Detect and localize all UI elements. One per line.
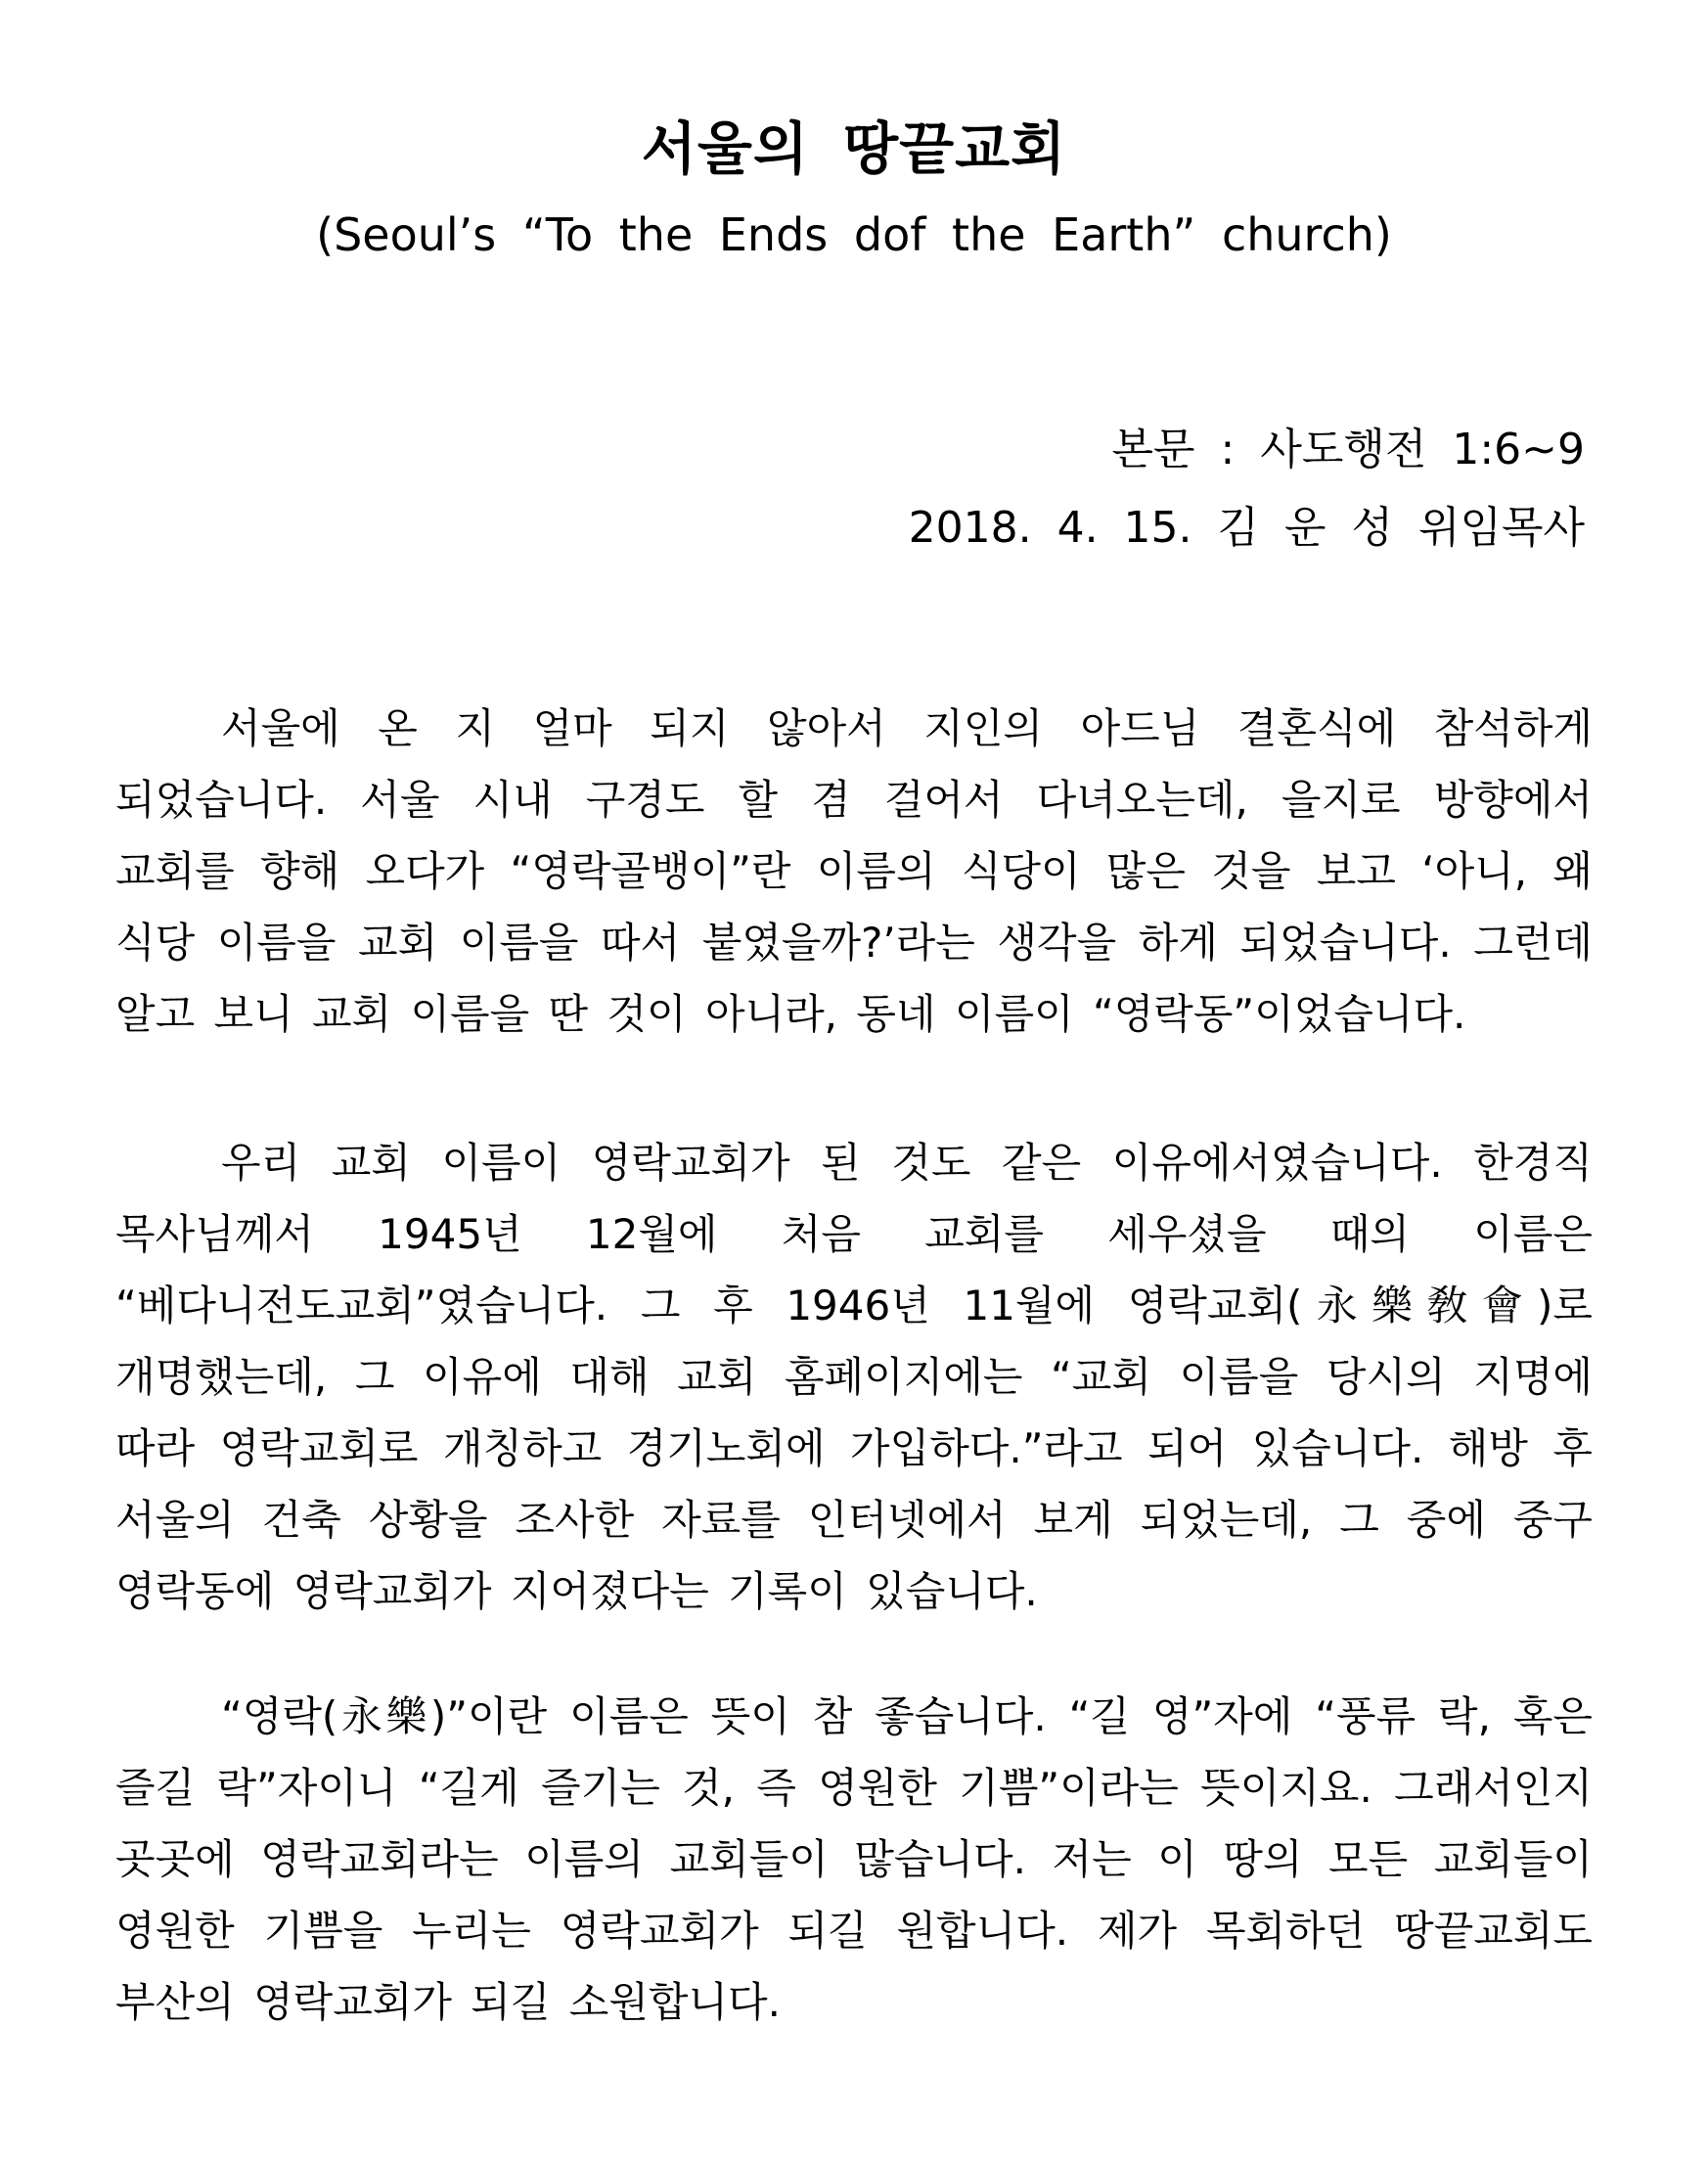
date-and-author: 2018. 4. 15. 김 운 성 위임목사	[908, 503, 1585, 553]
body-paragraph-3: “영락(永樂)”이란 이름은 뜻이 참 좋습니다. “길 영”자에 “풍류 락, 혹은 즐길 락”자이니 “길게 즐기는 것, 즉 영원한 기쁨”이라는 뜻이지요. 그래서인지 곳곳에 영락교회라는 이름의 교회들이 많습니다. 저는 이 땅의 모든 교회들이 영원한 기쁨을 누리는 영락교회가 되길 원합니다. 제가 목회하던 땅끝교회도 부산의 영락교회가 되길 소원합니다.	[115, 1692, 1593, 2026]
document-subtitle: (Seoul’s “To the Ends dof the Earth” church)	[316, 208, 1392, 261]
body-paragraph-1: 서울에 온 지 얼마 되지 않아서 지인의 아드님 결혼식에 참석하게 되었습니다. 서울 시내 구경도 할 겸 걸어서 다녀오는데, 을지로 방향에서 교회를 향해 오다가 “영락골뱅이”란 이름의 식당이 많은 것을 보고 ‘아니, 왜 식당 이름을 교회 이름을 따서 붙였을까?’라는 생각을 하게 되었습니다. 그런데 알고 보니 교회 이름을 딴 것이 아니라, 동네 이름이 “영락동”이었습니다.	[115, 704, 1593, 1038]
scripture-reference: 본문 : 사도행전 1:6~9	[1111, 425, 1585, 474]
document-title: 서울의 땅끝교회	[641, 115, 1067, 182]
body-paragraph-2: 우리 교회 이름이 영락교회가 된 것도 같은 이유에서였습니다. 한경직 목사님께서 1945년 12월에 처음 교회를 세우셨을 때의 이름은 “베다니전도교회”였습니다. 그 후 1946년 11월에 영락교회(永樂敎會)로 개명했는데, 그 이유에 대해 교회 홈페이지에는 “교회 이름을 당시의 지명에 따라 영락교회로 개칭하고 경기노회에 가입하다.”라고 되어 있습니다. 해방 후 서울의 건축 상황을 조사한 자료를 인터넷에서 보게 되었는데, 그 중에 중구 영락동에 영락교회가 지어졌다는 기록이 있습니다.	[115, 1139, 1593, 1615]
